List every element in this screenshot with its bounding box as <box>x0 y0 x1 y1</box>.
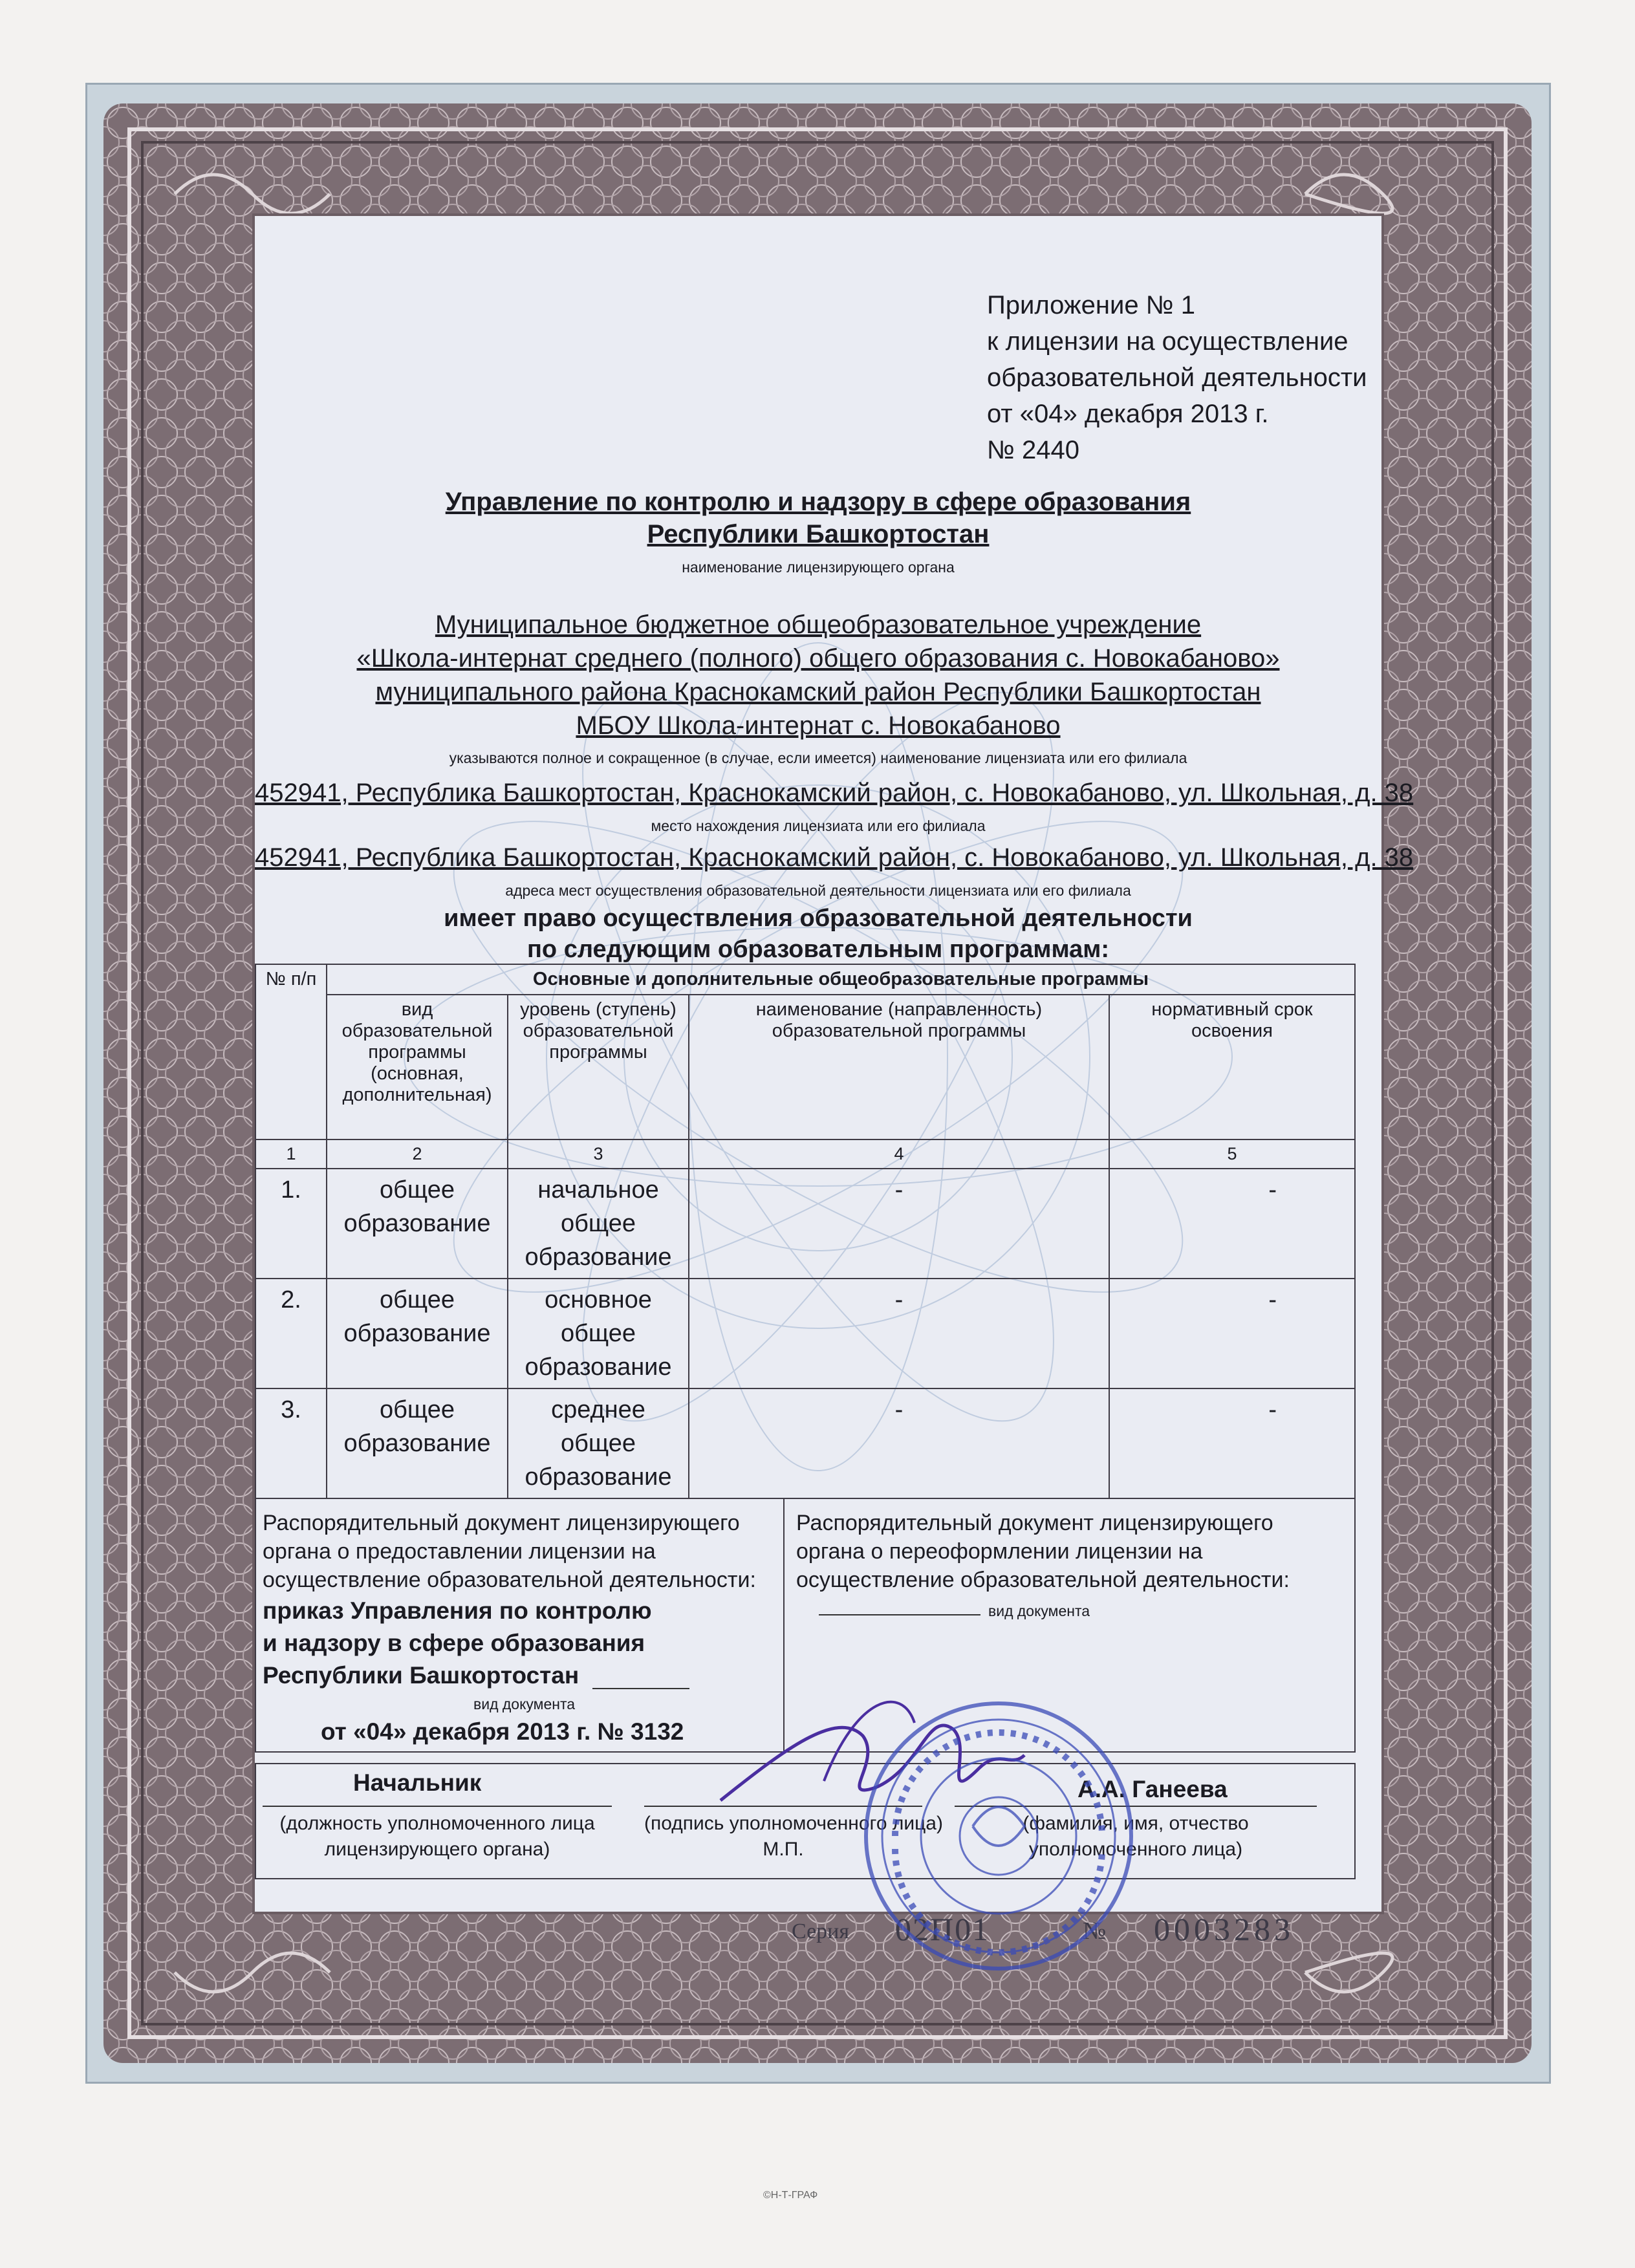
col-number: 2 <box>327 1139 508 1169</box>
order-date: от «04» декабря 2013 г. № 3132 <box>321 1718 684 1745</box>
col-term-header: нормативный срок освоения <box>1109 995 1355 1139</box>
right-doc-line: Распорядительный документ лицензирующего <box>796 1511 1273 1535</box>
appendix-block <box>987 287 1367 468</box>
printer-mark: ©Н-Т-ГРАФ <box>763 2190 818 2201</box>
activity-address: 452941, Республика Башкортостан, Краснокамский район, с. Новокабаново, ул. Школьная, д. 38 <box>255 843 1414 872</box>
row-name: - <box>689 1388 1109 1498</box>
number-label: № <box>1083 1917 1107 1945</box>
signer-name: А.А. Ганеева <box>1077 1776 1228 1802</box>
row-level: начальное общее образование <box>508 1169 689 1279</box>
appendix-line: Приложение № 1 <box>987 291 1195 319</box>
row-name: - <box>689 1169 1109 1279</box>
licensee-caption: указываются полное и сокращенное (в случае, если имеется) наименование лицензиата или его филиала <box>449 750 1187 766</box>
activity-caption: адреса мест осуществления образовательной деятельности лицензиата или его филиала <box>505 882 1131 899</box>
right-doc-line: осуществление образовательной деятельности: <box>796 1568 1290 1592</box>
right-doc-caption: вид документа <box>988 1603 1090 1619</box>
order-underline <box>592 1688 689 1689</box>
official-stamp <box>856 1697 1141 1975</box>
row-num: 3. <box>255 1388 327 1498</box>
col-name-header: наименование (направленность) образовательной программы <box>689 995 1109 1139</box>
authority-caption: наименование лицензирующего органа <box>682 559 955 576</box>
signer-position: Начальник <box>353 1769 482 1796</box>
row-kind: общее образование <box>327 1388 508 1498</box>
caption-line: (фамилия, имя, отчество <box>1023 1813 1249 1834</box>
col-number: 1 <box>255 1139 327 1169</box>
number-value: 0003283 <box>1154 1911 1294 1947</box>
caption-line: М.П. <box>763 1839 804 1860</box>
authority-line1: Управление по контролю и надзору в сфере образования <box>445 488 1191 516</box>
position-caption <box>263 1811 612 1863</box>
col-number: 3 <box>508 1139 689 1169</box>
row-level: основное общее образование <box>508 1279 689 1388</box>
col-num-header: № п/п <box>255 964 327 1139</box>
series-value: 02П01 <box>895 1911 990 1947</box>
programs-table <box>255 964 1356 1499</box>
right-line1: имеет право осуществления образовательной деятельности <box>444 905 1193 932</box>
left-doc-line: осуществление образовательной деятельности: <box>263 1568 756 1592</box>
group-header: Основные и дополнительные общеобразовательные программы <box>327 964 1355 995</box>
caption-line: (подпись уполномоченного лица) <box>644 1813 943 1834</box>
right-line2: по следующим образовательным программам: <box>526 936 1109 963</box>
position-underline <box>263 1806 612 1807</box>
table-row <box>255 1169 1355 1279</box>
appendix-line: к лицензии на осуществление <box>987 327 1348 356</box>
col-kind-header: вид образовательной программы (основная, дополнительная) <box>327 995 508 1139</box>
licensee-line2: «Школа-интернат среднего (полного) общего образования с. Новокабаново» <box>356 644 1280 673</box>
appendix-line: № 2440 <box>987 436 1080 464</box>
order-line: приказ Управления по контролю <box>263 1597 652 1624</box>
caption-line: (должность уполномоченного лица <box>279 1813 595 1834</box>
caption-line: уполномоченного лица) <box>1028 1839 1243 1860</box>
licensee-line3: муниципального района Краснокамский район Республики Башкортостан <box>375 678 1261 706</box>
authority-line2: Республики Башкортостан <box>647 520 990 548</box>
row-term: - <box>1109 1388 1355 1498</box>
row-num: 1. <box>255 1169 327 1279</box>
location-caption: место нахождения лицензиата или его филиала <box>651 817 986 834</box>
licensee-short-name: МБОУ Школа-интернат с. Новокабаново <box>576 711 1061 740</box>
col-number: 4 <box>689 1139 1109 1169</box>
table-row <box>255 1279 1355 1388</box>
left-doc-caption: вид документа <box>473 1696 576 1712</box>
licensee-line1: Муниципальное бюджетное общеобразовательное учреждение <box>435 610 1202 639</box>
order-line: Республики Башкортостан <box>263 1662 579 1689</box>
row-num: 2. <box>255 1279 327 1388</box>
left-doc-line: Распорядительный документ лицензирующего <box>263 1511 740 1535</box>
caption-line: лицензирующего органа) <box>324 1839 550 1860</box>
row-kind: общее образование <box>327 1169 508 1279</box>
row-term: - <box>1109 1279 1355 1388</box>
table-row <box>255 1388 1355 1498</box>
row-name: - <box>689 1279 1109 1388</box>
series-label: Серия <box>792 1919 850 1943</box>
col-level-header: уровень (ступень) образовательной программы <box>508 995 689 1139</box>
col-number: 5 <box>1109 1139 1355 1169</box>
row-level: среднее общее образование <box>508 1388 689 1498</box>
location-address: 452941, Республика Башкортостан, Краснокамский район, с. Новокабаново, ул. Школьная, д. 38 <box>255 779 1414 807</box>
appendix-line: образовательной деятельности <box>987 363 1367 392</box>
row-term: - <box>1109 1169 1355 1279</box>
row-kind: общее образование <box>327 1279 508 1388</box>
left-doc-line: органа о предоставлении лицензии на <box>263 1539 656 1564</box>
right-doc-line: органа о переоформлении лицензии на <box>796 1539 1203 1564</box>
reissue-underline <box>819 1614 980 1615</box>
order-line: и надзору в сфере образования <box>263 1630 645 1656</box>
appendix-line: от «04» декабря 2013 г. <box>987 400 1269 428</box>
certificate-body <box>252 213 1414 1947</box>
